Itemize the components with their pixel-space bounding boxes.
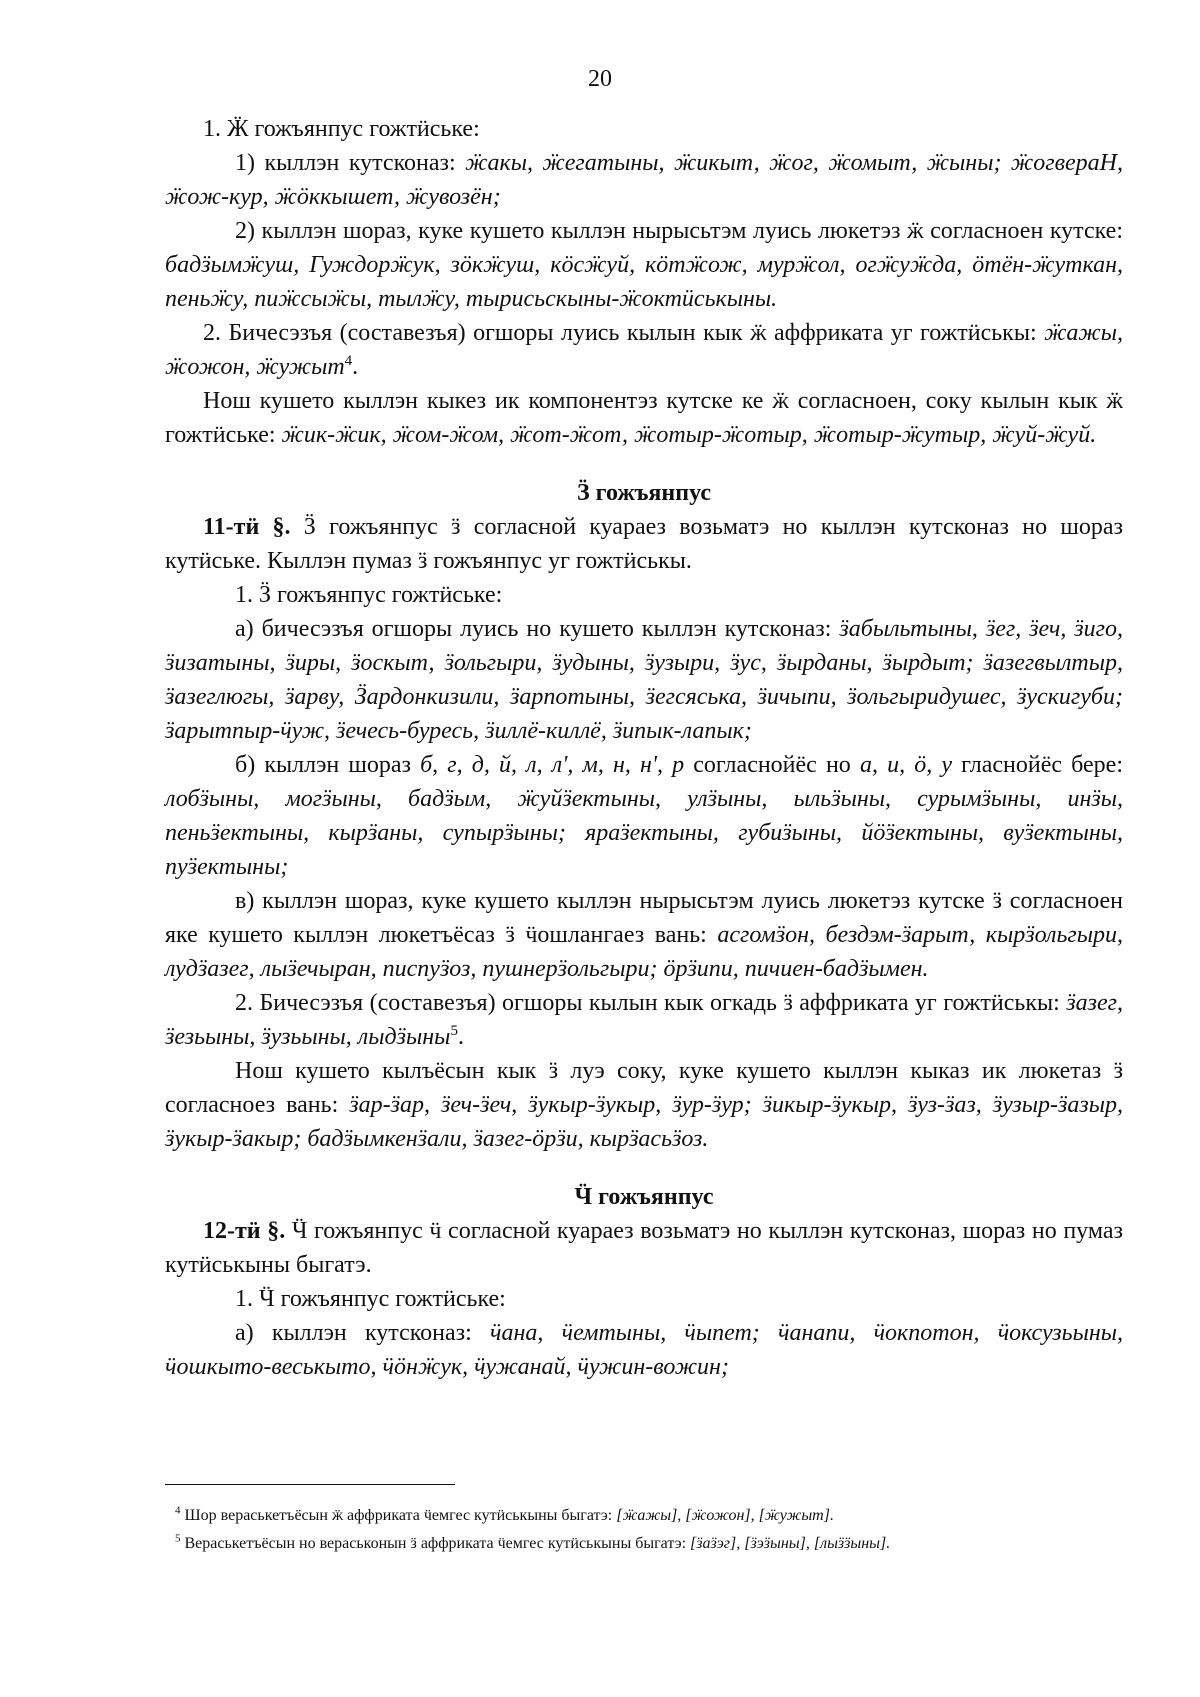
dz-item-a: а) бичесэзъя огшоры луись но кушето кыллэн кутсконаз: ӟабыльтыны, ӟег, ӟеч, ӟиго, ӟизатыны, ӟиры, ӟоскыт, ӟольгыри, ӟудыны, ӟузыри, ӟус, ӟырданы, ӟырдыт; ӟазегвылтыр, ӟазеглюгы, ӟарву, Ӟардонкизили, ӟарпотыны, ӟегсяська, ӟичыпи, ӟольгыридушес, ӟускигуби; ӟарытпыр-ӵуж, ӟечесь-буресь, ӟиллё-киллё, ӟипык-лапык; [165,616,1123,744]
zh-para-3: Нош кушето кыллэн кыкез ик компонентэз кутске ке ӝ согласноен, соку кылын кык ӝ гожтӥське: ӝик-ӝик, ӝом-ӝом, ӝот-ӝот, ӝотыр-ӝотыр, ӝотыр-ӝутыр, ӝуй-ӝуй. [165,388,1123,448]
heading-zh-rules: 1. Ӝ гожъянпус гожтӥське: [203,116,480,142]
dz-heading-1: 1. Ӟ гожъянпус гожтӥське: [235,582,503,608]
zh-item-1: 1) кыллэн кутсконаз: ӝакы, ӝегатыны, ӝикыт, ӝог, ӝомыт, ӝыны; ӝогвераН, ӝож-кур, ӝӧккышет, ӝувозён; [165,150,1124,210]
page-number: 20 [588,66,612,92]
dz-item-c: в) кыллэн шораз, куке кушето кыллэн нырысьтэм луись люкетэз кутске ӟ согласноен яке кушето кыллэн люкетъёсаз ӟ ӵошлангаез вань: асгомӟон, бездэм-ӟарыт, кырӟольгыри, лудӟазег, лыӟечыран, писпуӟоз, пушнерӟольгыри; ӧрӟипи, пичиен-бадӟымен. [165,888,1123,982]
paragraph-number-12: 12-тӥ §. [203,1218,286,1244]
paragraph-number-11: 11-тӥ §. [203,514,291,540]
footnote-divider [165,1484,455,1485]
zh-item-2: 2) кыллэн шораз, куке кушето кыллэн нырысьтэм луись люкетэз ӝ согласноен кутске: бадӟымӝуш, Гуждорӝук, зӧкӝуш, кӧсӝуй, кӧтӝож, мурӝол, огӝуӝда, ӧтён-ӝуткан, пеньӝу, пиӝсыӝы, тылӝу, тырисьскыны-ӝоктӥськыны. [165,218,1123,312]
dz-item-b: б) кыллэн шораз б, г, д, й, л, л', м, н, н', р согласнойёс но а, и, ӧ, у гласнойёс бере: лобӟыны, могӟыны, бадӟым, ӝуйӟектыны, улӟыны, ыльӟыны, сурымӟыны, инӟы, пеньӟектыны, кырӟаны, супырӟыны; яраӟектыны, губиӟыны, йӧӟектыны, вуӟектыны, пуӟектыны; [165,752,1124,880]
section-title-dz: Ӟ гожъянпус [576,480,711,506]
footnote-ref-5[interactable]: 5 [450,1023,458,1039]
zh-para-2: 2. Бичесэзъя (составезъя) огшоры луись кылын кык ӝ аффриката уг гожтӥськы: ӝажы, ӝожон, ӝужыт$^4$. [165,320,1123,380]
section-title-ch: Ӵ гожъянпус [574,1184,714,1210]
main-text [165,112,1123,1384]
section-12-intro: 12-тӥ §. Ӵ гожъянпус ӵ согласной куараез возьматэ но кыллэн кутсконаз, шораз но пумаз кутӥськыны быгатэ. [165,1218,1124,1278]
footnote-ref-4[interactable]: 4 [344,353,353,369]
footnote-5: $^5$ Вераськетъёсын но вераськонын ӟ аффриката ӵемгес кутӥськыны быгатэ: [ӟаӟэг], [ӟэӟыны], [лыӟӟыны]. [175,1532,891,1552]
footnote-4: $^4$ Шор вераськетъёсын ӝ аффриката ӵемгес кутӥськыны быгатэ: [ӝажы], [ӝожон], [ӝужыт]. [175,1504,834,1524]
dz-para-3: Нош кушето кылъёсын кык ӟ луэ соку, куке кушето кыллэн кыказ ик люкетаз ӟ согласноез вань: ӟар-ӟар, ӟеч-ӟеч, ӟукыр-ӟукыр, ӟур-ӟур; ӟикыр-ӟукыр, ӟуз-ӟаз, ӟузыр-ӟазыр, ӟукыр-ӟакыр; бадӟымкенӟали, ӟазег-ӧрӟи, кырӟасьӟоз. [165,1058,1124,1152]
section-11-intro: 11-тӥ §. Ӟ гожъянпус ӟ согласной куараез возьматэ но кыллэн кутсконаз но шораз кутӥське. Кыллэн пумаз ӟ гожъянпус уг гожтӥськы. [165,514,1123,574]
ch-item-a: а) кыллэн кутсконаз: ӵана, ӵемтыны, ӵыпет; ӵанапи, ӵокпотон, ӵоксузьыны, ӵошкыто-веськыто, ӵӧнӝук, ӵужанай, ӵужин-вожин; [165,1320,1123,1380]
ch-heading-1: 1. Ӵ гожъянпус гожтӥське: [235,1286,506,1312]
footnotes [175,1502,1125,1558]
dz-para-2: 2. Бичесэзъя (составезъя) огшоры кылын кык огкадь ӟ аффриката уг гожтӥськы: ӟазег, ӟезьыны, ӟузьыны, лыдӟыны$^5$. [165,990,1123,1050]
